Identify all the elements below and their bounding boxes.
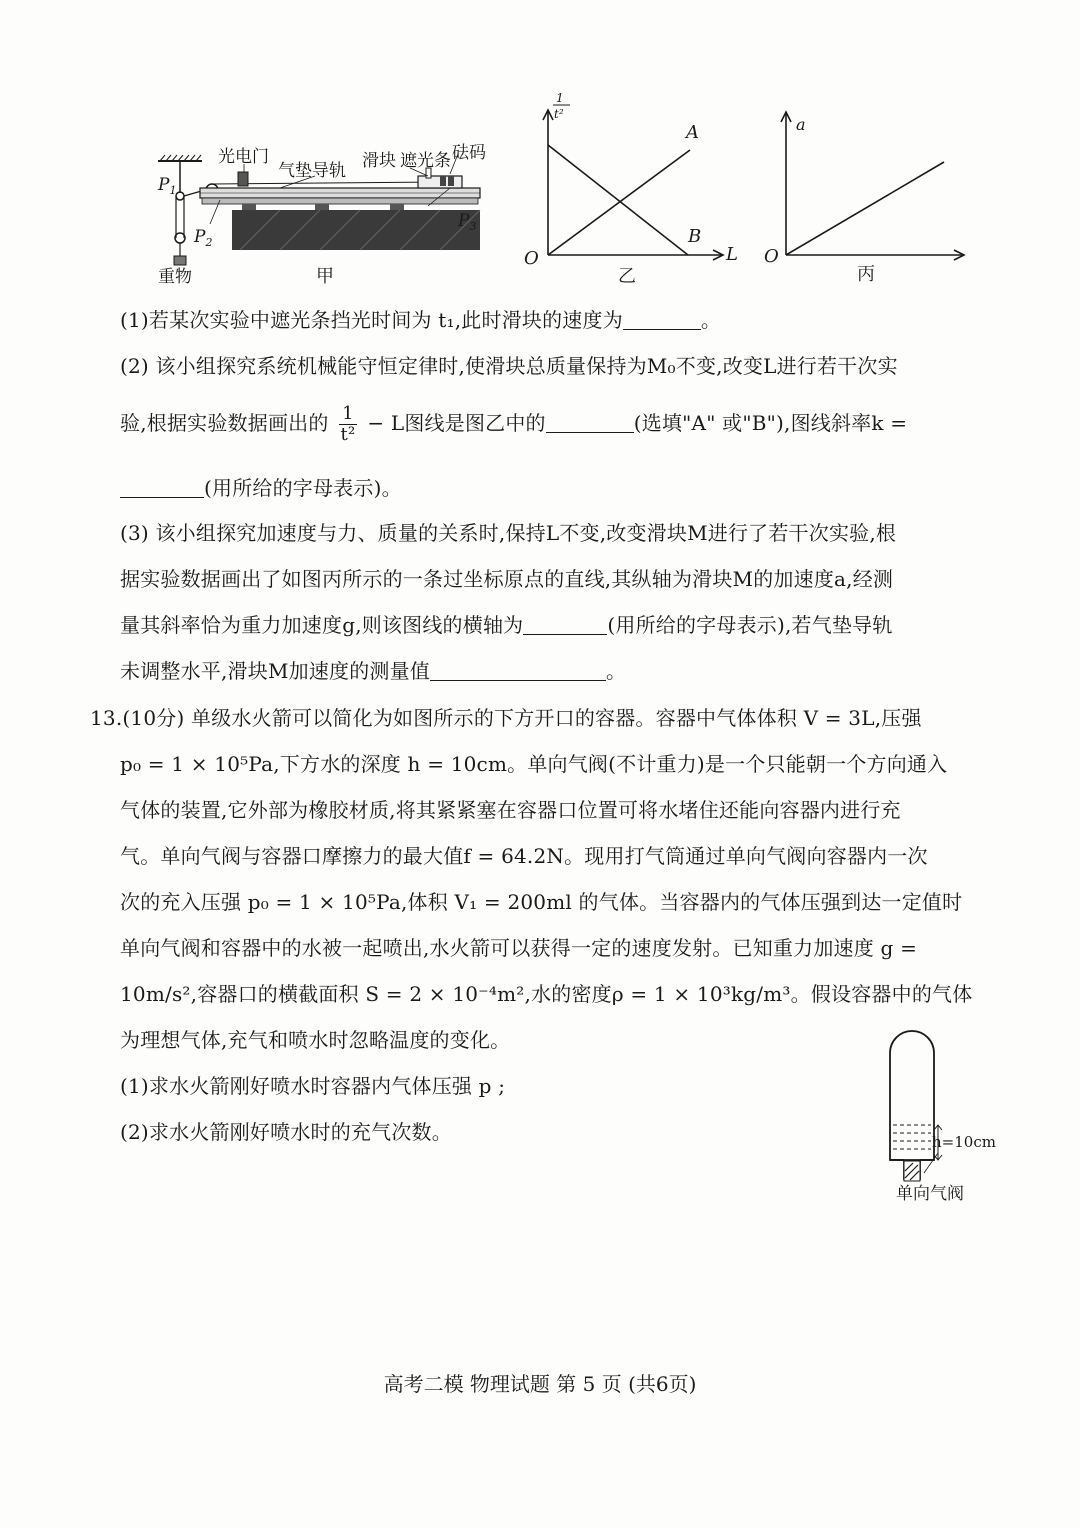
figure-yi	[518, 90, 748, 290]
q13-line8: 为理想气体,充气和喷水时忽略温度的变化。	[120, 1028, 511, 1052]
label-depth: h=10cm	[932, 1133, 996, 1151]
caption-yi: 乙	[618, 266, 636, 287]
label-photogate: 光电门	[218, 147, 269, 167]
q12-part3-line2: 据实验数据画出了如图丙所示的一条过坐标原点的直线,其纵轴为滑块M的加速度a,经测	[120, 567, 894, 591]
q13-line6: 单向气阀和容器中的水被一起喷出,水火箭可以获得一定的速度发射。已知重力加速度 g =	[120, 936, 918, 960]
svg-text:P1	[157, 175, 176, 197]
label-heavy-object: 重物	[158, 267, 192, 287]
q12-part3-line3: 量其斜率恰为重力加速度g,则该图线的横轴为 (用所给的字母表示),若气垫导轨	[120, 613, 893, 637]
label-slider: 滑块	[362, 151, 396, 171]
figure-jia	[150, 138, 520, 288]
q12-part3-line1: (3) 该小组探究加速度与力、质量的关系时,保持L不变,改变滑块M进行了若干次实验,根	[120, 521, 897, 545]
blank-velocity[interactable]	[623, 311, 701, 330]
label-p3: P	[458, 211, 470, 231]
label-p1-sub: 1	[169, 184, 177, 197]
yi-label-b: B	[688, 226, 702, 247]
yi-x-axis: L	[726, 244, 738, 265]
q12-part2-line2: 验,根据实验数据画出的 $\frac{1}{\text{t²}}$ − L图线是图乙中的 (选填"A" 或"B"),图线斜率k =	[120, 403, 908, 445]
blank-line-choice[interactable]	[546, 414, 634, 433]
q13-line5: 次的充入压强 p₀ = 1 × 10⁵Pa,体积 V₁ = 200ml 的气体。当容器内的气体压强到达一定值时	[120, 890, 963, 914]
caption-jia: 甲	[316, 266, 334, 287]
q13-line1: 13.(10分) 单级水火箭可以简化为如图所示的下方开口的容器。容器中气体体积 V = 3L,压强	[90, 706, 922, 730]
q13-subq1: (1)求水火箭刚好喷水时容器内气体压强 p ;	[120, 1074, 506, 1098]
q12-part3-line4: 未调整水平,滑块M加速度的测量值 。	[120, 659, 627, 683]
label-weights: 砝码	[452, 143, 486, 163]
caption-bing: 丙	[857, 264, 875, 285]
label-p3-sub: 3	[469, 220, 477, 233]
svg-text:P2	[193, 227, 212, 249]
line-bing	[786, 162, 944, 255]
blank-horizontal-axis[interactable]	[523, 616, 607, 635]
blank-slope-k[interactable]	[120, 479, 204, 498]
yi-label-a: A	[686, 122, 699, 143]
label-p2-sub: 2	[205, 236, 213, 249]
q13-line3: 气体的装置,它外部为橡胶材质,将其紧紧塞在容器口位置可将水堵住还能向容器内进行充	[120, 798, 901, 822]
yi-origin: O	[524, 248, 539, 269]
q13-line7: 10m/s²,容器口的横截面积 S = 2 × 10⁻⁴m²,水的密度ρ = 1 × 10³kg/m³。假设容器中的气体	[120, 982, 973, 1006]
q13-subq2: (2)求水火箭刚好喷水时的充气次数。	[120, 1120, 452, 1144]
q12-part1: (1)若某次实验中遮光条挡光时间为 t₁,此时滑块的速度为 。	[120, 308, 722, 332]
blank-measured-value[interactable]	[430, 662, 606, 681]
bing-y-axis: a	[796, 115, 806, 134]
label-valve: 单向气阀	[896, 1184, 964, 1204]
label-p1: P	[158, 175, 170, 195]
q12-part2-line1: (2) 该小组探究系统机械能守恒定律时,使滑块总质量保持为M₀不变,改变L进行若干次实	[120, 354, 898, 378]
q13-line2: p₀ = 1 × 10⁵Pa,下方水的深度 h = 10cm。单向气阀(不计重力)是一个只能朝一个方向通入	[120, 752, 948, 776]
figure-bing	[762, 100, 972, 290]
figure-water-rocket	[880, 1025, 1060, 1210]
label-p2: P	[194, 227, 206, 247]
fraction-1-over-t2: $\frac{1}{\text{t²}}$	[340, 403, 356, 445]
yi-y-den: t²	[554, 107, 564, 121]
bing-origin: O	[764, 246, 779, 267]
page-footer: 高考二模 物理试题 第 5 页 (共6页)	[383, 1372, 697, 1396]
label-air-track: 气垫导轨	[278, 161, 346, 181]
q13-line4: 气。单向气阀与容器口摩擦力的最大值f = 64.2N。现用打气筒通过单向气阀向容器内一次	[120, 844, 928, 868]
yi-y-num: 1	[556, 91, 564, 105]
q12-part2-line3: (用所给的字母表示)。	[120, 476, 402, 500]
label-shading-strip: 遮光条	[400, 151, 451, 171]
